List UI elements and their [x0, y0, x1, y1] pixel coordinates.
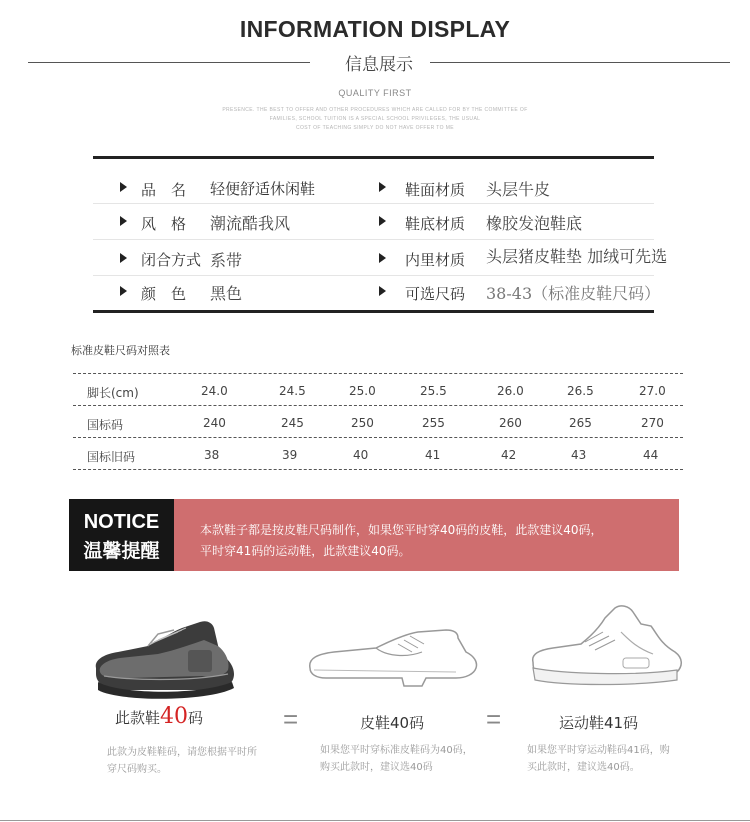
size-cell: 25.0: [349, 384, 376, 398]
spec-separator: [93, 203, 654, 204]
spec-value: 黑色: [210, 284, 243, 303]
fine-print-1: PRESENCE. THE BEST TO OFFER AND OTHER PROCEDURES WHICH ARE CALLED FOR BY THE COMMITTEE OF: [222, 107, 528, 113]
bullet-arrow-icon: [120, 286, 127, 296]
spec-table: [93, 156, 668, 313]
size-cell: 240: [203, 416, 226, 430]
spec-label: 品 名: [141, 181, 187, 199]
size-row-header: 国标旧码: [87, 450, 136, 464]
bullet-arrow-icon: [379, 253, 386, 263]
note-line: 买此款时，建议选40码。: [527, 762, 640, 773]
equals-sign: =: [486, 704, 502, 734]
note-line: 如果您平时穿运动鞋码41码，购: [527, 745, 670, 756]
page-title: INFORMATION DISPLAY: [239, 16, 511, 42]
spec-value: 系带: [210, 251, 243, 270]
size-cell: 25.5: [420, 384, 447, 398]
spec-value: 38-43（标准皮鞋尺码）: [486, 284, 661, 303]
leather-shoe-icon: [306, 628, 480, 690]
size-cell: 26.5: [567, 384, 594, 398]
notice-line-2: 平时穿41码的运动鞋，此款建议40码。: [200, 544, 411, 558]
subtitle: 信息展示: [345, 55, 413, 75]
size-row-header: 国标码: [87, 418, 124, 432]
size-cell: 42: [501, 448, 517, 462]
sport-note: [527, 742, 670, 776]
dashed-divider: [73, 437, 683, 438]
product-size-caption: [115, 704, 203, 729]
divider-right: [430, 62, 730, 63]
size-cell: 270: [641, 416, 664, 430]
size-cell: 260: [499, 416, 522, 430]
fine-print-2: FAMILIES, SCHOOL TUITION IS A SPECIAL SCHOOL PRIVILEGES, THE USUAL: [269, 116, 481, 122]
notice-title-en: NOTICE: [83, 511, 160, 533]
bullet-arrow-icon: [379, 182, 386, 192]
size-cell: 255: [422, 416, 445, 430]
spec-label: 颜 色: [141, 285, 187, 303]
dashed-divider: [73, 469, 683, 470]
spec-label: 闭合方式: [141, 251, 202, 269]
equals-sign: =: [283, 704, 299, 734]
bullet-arrow-icon: [120, 216, 127, 226]
size-cell: 38: [204, 448, 220, 462]
product-note: [107, 744, 257, 778]
leather-note: [320, 742, 473, 776]
spec-value: 潮流酷我风: [210, 214, 291, 233]
size-cell: 24.5: [279, 384, 306, 398]
size-cell: 265: [569, 416, 592, 430]
spec-value: 头层牛皮: [486, 180, 551, 199]
bullet-arrow-icon: [120, 253, 127, 263]
size-cell: 43: [571, 448, 587, 462]
note-line: 购买此款时，建议选40码: [320, 762, 433, 773]
spec-separator: [93, 275, 654, 276]
dashed-divider: [73, 405, 683, 406]
bottom-divider: [0, 820, 750, 821]
notice-title-cn: 温馨提醒: [83, 540, 160, 562]
spec-label: 风 格: [141, 215, 187, 233]
spec-label: 鞋底材质: [405, 215, 466, 233]
spec-value: 橡胶发泡鞋底: [486, 214, 583, 233]
bullet-arrow-icon: [120, 182, 127, 192]
spec-label: 鞋面材质: [405, 181, 466, 199]
product-shoe-image: [88, 610, 240, 702]
subtitle-row: [28, 50, 730, 74]
note-line: 穿尺码购买。: [107, 764, 167, 775]
spec-value: 轻便舒适休闲鞋: [210, 180, 316, 198]
note-line: 此款为皮鞋鞋码，请您根据平时所: [107, 747, 257, 758]
size-cell: 44: [643, 448, 659, 462]
fine-print-3: COST OF TEACHING SIMPLY DO NOT HAVE OFFER TO ME: [295, 125, 455, 131]
notice-banner: [69, 499, 679, 571]
size-cell: 40: [353, 448, 369, 462]
dashed-divider: [73, 373, 683, 374]
caption-suffix: 码: [188, 709, 204, 727]
size-cell: 250: [351, 416, 374, 430]
bullet-arrow-icon: [379, 216, 386, 226]
spec-separator: [93, 239, 654, 240]
spec-label: 内里材质: [405, 251, 466, 269]
note-line: 如果您平时穿标准皮鞋码为40码，: [320, 745, 473, 756]
size-cell: 41: [425, 448, 441, 462]
bullet-arrow-icon: [379, 286, 386, 296]
leather-shoe-caption: 皮鞋40码: [360, 714, 425, 732]
quality-first: QUALITY FIRST: [338, 88, 412, 98]
size-cell: 24.0: [201, 384, 228, 398]
notice-label-block: [69, 499, 174, 571]
size-cell: 27.0: [639, 384, 666, 398]
size-cell: 39: [282, 448, 298, 462]
product-size-value: 40: [160, 704, 189, 729]
notice-line-1: 本款鞋子都是按皮鞋尺码制作，如果您平时穿40码的皮鞋，此款建议40码，: [200, 523, 603, 537]
size-row-header: 脚长(cm): [87, 386, 139, 400]
sport-shoe-caption: 运动鞋41码: [559, 714, 639, 732]
size-chart-title: 标准皮鞋尺码对照表: [71, 344, 170, 357]
spec-label: 可选尺码: [405, 285, 466, 303]
caption-prefix: 此款鞋: [115, 709, 161, 727]
spec-value: 头层猪皮鞋垫 加绒可先选: [486, 247, 668, 266]
size-cell: 26.0: [497, 384, 524, 398]
size-cell: 245: [281, 416, 304, 430]
sport-shoe-icon: [525, 604, 687, 692]
